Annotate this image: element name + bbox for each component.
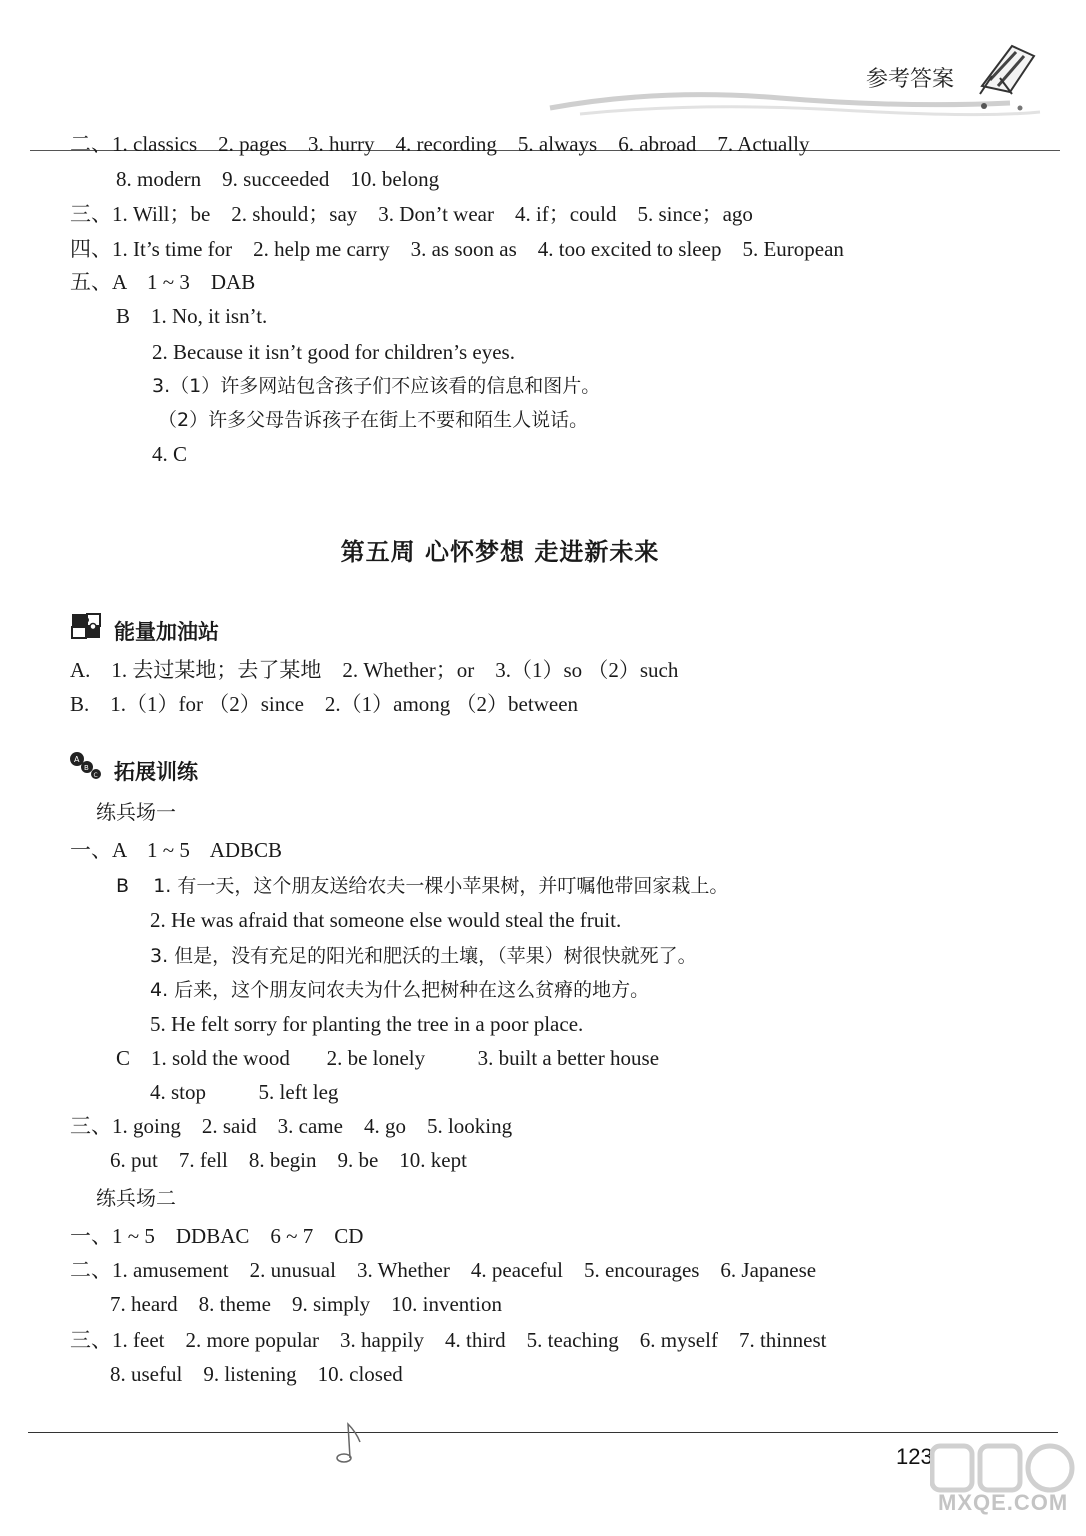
answer-line: 6. put 7. fell 8. begin 9. be 10. kept xyxy=(110,1148,467,1172)
music-note-icon xyxy=(330,1418,390,1468)
answer-line: 二、1. amusement 2. unusual 3. Whether 4. peaceful 5. encourages 6. Japanese xyxy=(70,1258,817,1282)
answer-line: 4. 后来，这个朋友问农夫为什么把树种在这么贫瘠的地方。 xyxy=(150,979,650,1001)
answer-line: B 1. 有一天，这个朋友送给农夫一棵小苹果树，并叮嘱他带回家栽上。 xyxy=(116,875,729,897)
answer-line: 三、1. feet 2. more popular 3. happily 4. third 5. teaching 6. myself 7. thinnest xyxy=(70,1328,827,1352)
answer-line: C 1. sold the wood 2. be lonely 3. built a better house xyxy=(116,1046,660,1070)
answer-line: 三、1. Will；be 2. should；say 3. Don’t wear 4. if；could 5. since；ago xyxy=(70,202,753,226)
svg-text:A: A xyxy=(74,755,80,764)
header-label: 参考答案 xyxy=(866,67,955,92)
answer-line: 四、1. It’s time for 2. help me carry 3. as soon as 4. too excited to sleep 5. European xyxy=(70,237,844,261)
answer-line: 五、A 1 ~ 3 DAB xyxy=(70,270,256,294)
svg-text:C: C xyxy=(93,772,98,779)
answer-line: 二、1. classics 2. pages 3. hurry 4. recording 5. always 6. abroad 7. Actually xyxy=(70,132,810,156)
answer-line: B 1. No, it isn’t. xyxy=(116,304,268,328)
page-number: 123 xyxy=(896,1444,933,1469)
answer-line: 2. Because it isn’t good for children’s eyes. xyxy=(152,340,515,364)
answer-line: 一、1 ~ 5 DDBAC 6 ~ 7 CD xyxy=(70,1224,364,1248)
bottom-divider xyxy=(28,1432,1058,1433)
answer-line: 三、1. going 2. said 3. came 4. go 5. looking xyxy=(70,1114,513,1138)
answer-line: A. 1. 去过某地；去了某地 2. Whether；or 3.（1）so （2）such xyxy=(70,658,679,682)
answer-line: 8. useful 9. listening 10. closed xyxy=(110,1362,403,1386)
watermark-text: MXQE.COM xyxy=(938,1490,1069,1515)
week-title: 第五周 心怀梦想 走进新未来 xyxy=(340,538,660,566)
abc-bubbles-icon xyxy=(68,750,104,780)
section-title-energy: 能量加油站 xyxy=(114,620,219,644)
answer-line: 3.（1）许多网站包含孩子们不应该看的信息和图片。 xyxy=(152,375,601,397)
svg-text:B: B xyxy=(84,764,89,772)
answer-line: 5. He felt sorry for planting the tree in a poor place. xyxy=(150,1012,584,1036)
practice-heading: 练兵场一 xyxy=(96,800,176,824)
answer-line: 8. modern 9. succeeded 10. belong xyxy=(116,167,440,191)
answer-line: B. 1.（1）for （2）since 2.（1）among （2）between xyxy=(70,692,579,716)
answer-line: 4. C xyxy=(152,442,188,466)
answer-line: （2）许多父母告诉孩子在街上不要和陌生人说话。 xyxy=(158,409,589,431)
header-wave-decoration xyxy=(540,28,1060,128)
answer-line: 2. He was afraid that someone else would steal the fruit. xyxy=(150,908,622,932)
answer-line: 3. 但是，没有充足的阳光和肥沃的土壤，（苹果）树很快就死了。 xyxy=(150,945,697,967)
answer-line: 一、A 1 ~ 5 ADBCB xyxy=(70,838,283,862)
section-title-extension: 拓展训练 xyxy=(114,760,198,784)
practice-heading: 练兵场二 xyxy=(96,1186,176,1210)
answer-line: 7. heard 8. theme 9. simply 10. invention xyxy=(110,1292,502,1316)
puzzle-icon xyxy=(70,610,104,640)
answer-line: 4. stop 5. left leg xyxy=(150,1080,339,1104)
